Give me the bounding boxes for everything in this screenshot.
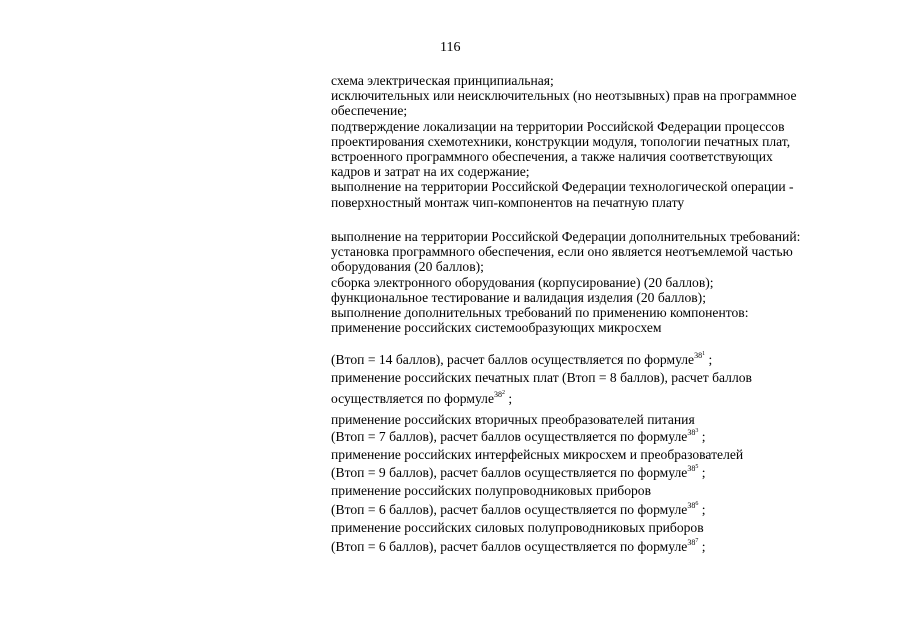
text-line: обеспечение; xyxy=(331,103,408,119)
formula-line xyxy=(331,535,752,555)
formula-end: ; xyxy=(698,465,706,480)
formula-reference xyxy=(694,351,705,360)
formula-end: ; xyxy=(698,429,706,444)
formula-reference xyxy=(687,464,698,473)
additional-requirements-block xyxy=(331,229,800,335)
text-line: исключительных или неисключительных (но неотзывных) прав на программное xyxy=(331,88,797,104)
formula-text: (Втоп = 6 баллов), расчет баллов осуществляется по формуле xyxy=(331,539,688,554)
formula-number: 38 xyxy=(687,464,696,473)
requirements-list-block xyxy=(331,73,797,210)
formula-reference xyxy=(687,538,698,547)
formula-reference xyxy=(687,428,698,437)
formula-end: ; xyxy=(698,502,706,517)
formula-number: 38 xyxy=(694,351,703,360)
text-line: поверхностный монтаж чип-компонентов на печатную плату xyxy=(331,194,685,210)
text-line: сборка электронного оборудования (корпусирование) (20 баллов); xyxy=(331,274,714,290)
formula-line xyxy=(331,462,752,481)
formula-text: (Втоп = 7 баллов), расчет баллов осуществляется по формуле xyxy=(331,429,688,444)
formula-reference xyxy=(494,390,505,399)
text-line: проектирования схемотехники, конструкции модуля, топологии печатных плат, xyxy=(331,133,791,149)
formula-end: ; xyxy=(505,391,513,406)
text-line: выполнение дополнительных требований по применению компонентов: xyxy=(331,304,749,320)
formula-index: 3 xyxy=(695,428,699,434)
text-line: встроенного программного обеспечения, а также наличия соответствующих xyxy=(331,148,773,164)
formula-index: 6 xyxy=(695,501,699,507)
formula-text: (Втоп = 14 баллов), расчет баллов осуществляется по формуле xyxy=(331,352,695,367)
text-line: применение российских вторичных преобразователей питания xyxy=(331,412,695,427)
text-line: применение российских системообразующих микросхем xyxy=(331,320,662,336)
formula-index: 5 xyxy=(695,464,699,470)
formula-text: осуществляется по формуле xyxy=(331,391,494,406)
text-line: установка программного обеспечения, если оно является неотъемлемой частью xyxy=(331,244,793,260)
formula-number: 38 xyxy=(494,390,502,399)
formula-number: 38 xyxy=(687,538,696,547)
formula-text: (Втоп = 6 баллов), расчет баллов осуществляется по формуле xyxy=(331,502,688,517)
formula-reference xyxy=(687,501,698,510)
text-line: применение российских интерфейсных микросхем и преобразователей xyxy=(331,447,744,462)
text-line: оборудования (20 баллов); xyxy=(331,259,484,275)
component-formulas-block xyxy=(331,349,752,555)
formula-index: 7 xyxy=(695,538,699,544)
formula-line xyxy=(331,349,752,370)
text-line: применение российских силовых полупроводниковых приборов xyxy=(331,520,704,535)
text-line: применение российских полупроводниковых приборов xyxy=(331,483,651,498)
text-line: подтверждение локализации на территории Российской Федерации процессов xyxy=(331,118,785,134)
formula-line xyxy=(331,498,752,518)
formula-end: ; xyxy=(698,539,706,554)
text-line: выполнение на территории Российской Федерации дополнительных требований: xyxy=(331,229,801,244)
formula-text: (Втоп = 9 баллов), расчет баллов осуществляется по формуле xyxy=(331,465,688,480)
formula-line xyxy=(331,388,752,409)
text-line: схема электрическая принципиальная; xyxy=(331,73,554,88)
formula-line xyxy=(331,426,752,445)
formula-number: 38 xyxy=(687,501,696,510)
page-number: 116 xyxy=(440,40,461,55)
text-line: выполнение на территории Российской Федерации технологической операции - xyxy=(331,179,794,195)
text-line: кадров и затрат на их содержание; xyxy=(331,164,530,180)
text-line: функциональное тестирование и валидация изделия (20 баллов); xyxy=(331,289,706,305)
formula-end: ; xyxy=(705,352,713,367)
formula-index: 1 xyxy=(702,351,706,357)
formula-index: 2 xyxy=(502,390,505,396)
formula-number: 38 xyxy=(687,428,696,437)
text-line: применение российских печатных плат (Втоп = 8 баллов), расчет баллов xyxy=(331,370,752,385)
